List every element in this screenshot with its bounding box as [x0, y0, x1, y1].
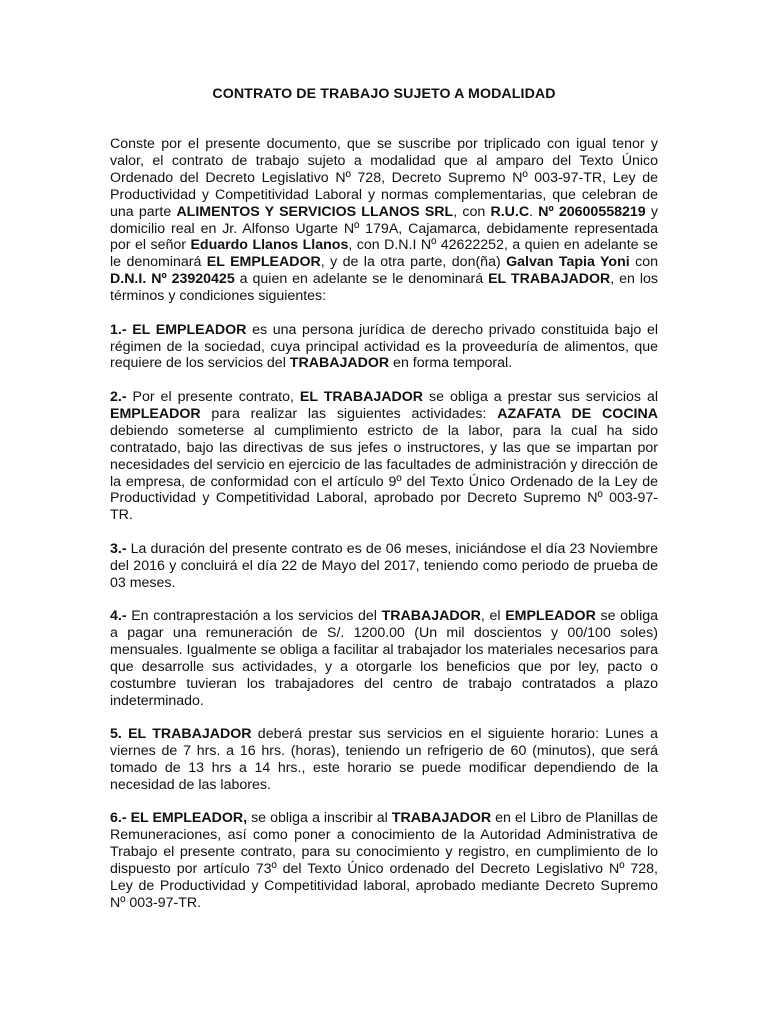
- text-run: a quien en adelante se le denominará: [234, 271, 489, 288]
- bold-term: EMPLEADOR: [110, 405, 201, 422]
- worker-name: Galvan Tapia Yoni: [506, 254, 630, 271]
- clause-3: [110, 541, 658, 592]
- worker-dni: D.N.I. Nº 23920425: [110, 271, 235, 288]
- clause-heading: 1.- EL EMPLEADOR: [110, 321, 247, 338]
- text-run: y domicilio real en Jr. Alfonso Ugarte Nº 179A, Cajamarca, debidamente representada por el señor: [110, 203, 658, 254]
- text-run: , con: [453, 203, 491, 220]
- text-run: En contraprestación a los servicios del: [126, 608, 382, 625]
- text-run: La duración del presente contrato es de 06 meses, iniciándose el día 23 Noviembre del 2016 y concluirá el día 22 de Mayo del 2017, teniendo como periodo de prueba de 03 meses.: [110, 540, 658, 591]
- clause-6: [110, 810, 658, 911]
- bold-term: TRABAJADOR: [391, 810, 492, 827]
- document-title: CONTRATO DE TRABAJO SUJETO A MODALIDAD: [212, 86, 556, 102]
- text-run: con: [629, 254, 658, 271]
- document-body: [110, 136, 658, 928]
- text-run: , en los términos y condiciones siguientes:: [110, 271, 658, 305]
- text-run: se obliga a prestar sus servicios al: [423, 388, 658, 405]
- text-run: se obliga a pagar una remuneración de S/. 1200.00 (Un mil doscientos y 00/100 soles) mensuales. Igualmente se obliga a facilitar al trabajador los materiales necesarios para que desarrolle sus actividades, y a otorgarle los beneficios que por ley, pacto o costumbre tuvieran los trabajadores del centro de trabajo contratados a plazo indeterminado.: [110, 608, 659, 709]
- representative-name: Eduardo Llanos Llanos: [190, 237, 349, 254]
- text-run: en el Libro de Planillas de Remuneraciones, así como poner a conocimiento de la Autoridad Administrativa de Trabajo el presente contrato, para su conocimiento y registro, en cumplimiento de lo dispuesto por artículo 73º del Texto Único ordenado del Decreto Legislativo Nº 728, Ley de Productividad y Competitividad laboral, aprobado mediante Decreto Supremo Nº 003-97-TR.: [110, 810, 659, 911]
- clause-4: [110, 608, 658, 709]
- text-run: , y de la otra parte, don(ña): [320, 254, 507, 271]
- text-run: deberá prestar sus servicios en el siguiente horario: Lunes a viernes de 7 hrs. a 16 hrs. (horas), teniendo un refrigerio de 60 (minutos), que será tomado de 13 hrs a 14 hrs., este horario se puede modificar dependiendo de la necesidad de las labores.: [110, 726, 659, 793]
- bold-term: EL TRABAJADOR: [299, 388, 424, 405]
- clause-1: [110, 322, 658, 373]
- text-run: se obliga a inscribir al: [247, 810, 392, 827]
- clause-number: 4.-: [110, 608, 127, 625]
- text-run: Por el presente contrato,: [126, 388, 300, 405]
- bold-term: TRABAJADOR: [289, 355, 390, 372]
- bold-term: TRABAJADOR: [381, 608, 481, 625]
- clause-number: 3.-: [110, 540, 127, 557]
- text-run: debiendo someterse al cumplimiento estricto de la labor, para la cual ha sido contratado, bajo las directivas de sus jefes o instructores, y las que se impartan por necesidades del servicio en ejercicio de las facultades de administración y dirección de la empresa, de conformidad con el artículo 9º del Texto Único Ordenado de la Ley de Productividad y Competitividad Laboral, aprobado por Decreto Supremo Nº 003-97-TR.: [110, 422, 658, 524]
- job-position: AZAFATA DE COCINA: [497, 405, 658, 422]
- text-run: , con D.N.I Nº 42622252, a quien en adelante se le denominará: [110, 237, 658, 271]
- worker-term: EL TRABAJADOR: [488, 271, 611, 288]
- text-run: es una persona jurídica de derecho privado constituida bajo el régimen de la sociedad, cuya principal actividad es la proveeduría de alimentos, que requiere de los servicios del: [110, 321, 658, 372]
- text-run: Conste por el presente documento, que se suscribe por triplicado con igual tenor y valor, el contrato de trabajo sujeto a modalidad que al amparo del Texto Único Ordenado del Decreto Legislativo Nº 728, Decreto Supremo Nº 003-97-TR, Ley de Productividad y Competitividad Laboral y normas complementarias, que celebran de una parte: [110, 136, 658, 220]
- clause-5: [110, 726, 658, 794]
- text-run: .: [529, 203, 539, 220]
- employer-term: EL EMPLEADOR: [206, 254, 321, 271]
- text-run: en forma temporal.: [389, 355, 513, 372]
- bold-term: EMPLEADOR: [505, 608, 596, 625]
- ruc-label: R.U.C: [490, 203, 530, 220]
- text-run: para realizar las siguientes actividades:: [200, 405, 498, 422]
- text-run: , el: [480, 608, 506, 625]
- employer-company-name: ALIMENTOS Y SERVICIOS LLANOS SRL: [176, 203, 454, 220]
- intro-paragraph: [110, 136, 658, 305]
- clause-2: [110, 389, 658, 524]
- clause-heading: 5. EL TRABAJADOR: [110, 726, 252, 743]
- ruc-number: Nº 20600558219: [538, 203, 646, 220]
- clause-heading: 6.- EL EMPLEADOR,: [110, 810, 248, 827]
- clause-number: 2.-: [110, 388, 127, 405]
